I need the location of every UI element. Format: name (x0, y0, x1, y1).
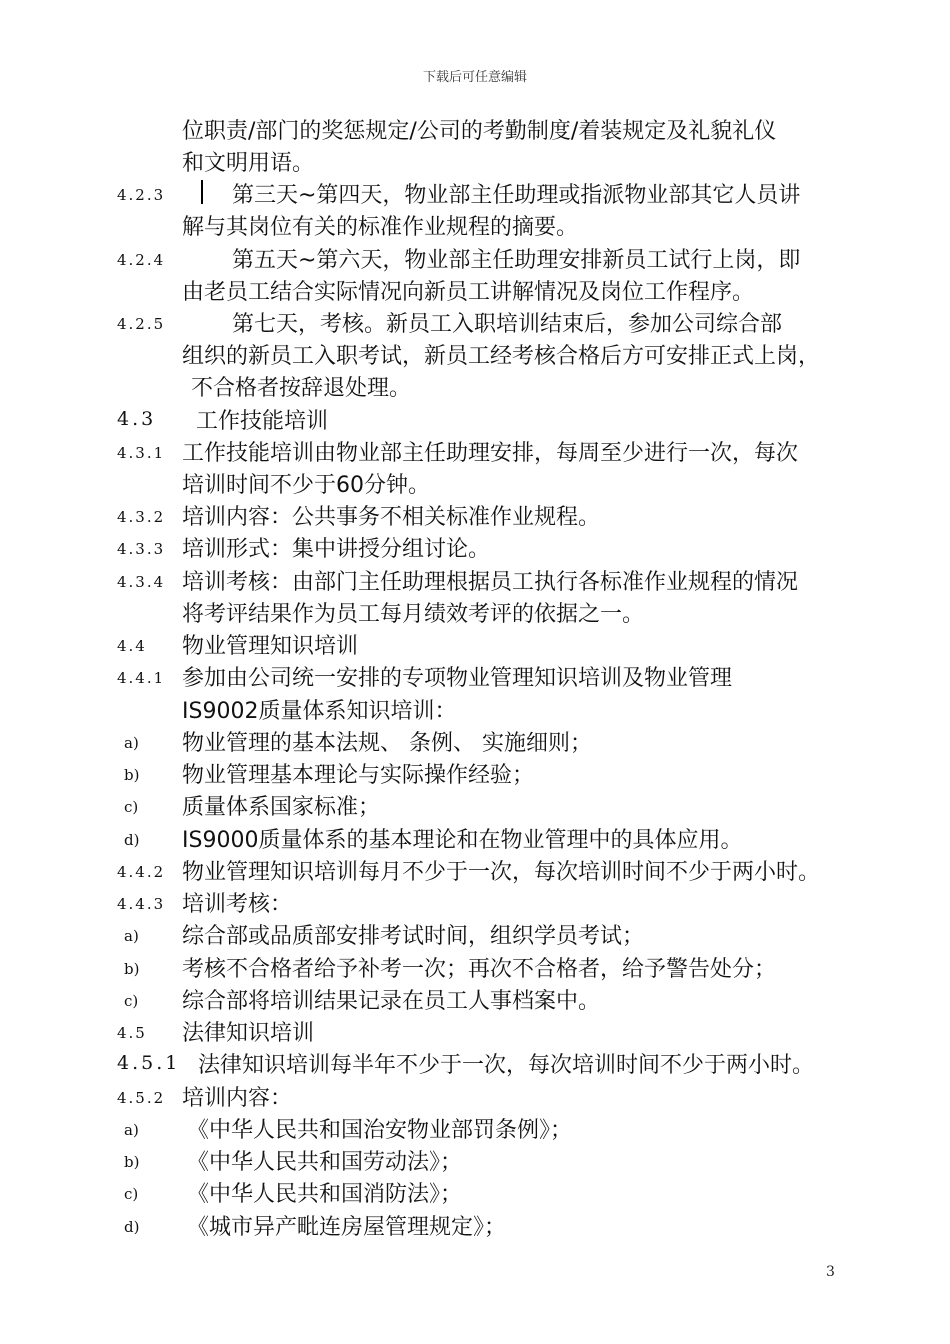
line-text: 由老员工结合实际情况向新员工讲解情况及岗位工作程序。 (182, 280, 755, 305)
line-text: 《中华人民共和国消防法》； (187, 1182, 463, 1207)
section-number: 4.2.3 (117, 186, 166, 204)
list-marker: b) (124, 960, 140, 978)
document-line (0, 760, 950, 792)
section-number: 4.3 (117, 408, 157, 430)
list-marker: d) (124, 1218, 140, 1236)
document-line (0, 245, 950, 277)
line-text: 位职责/部门的奖惩规定/公司的考勤制度/着装规定及礼貌礼仪 (182, 119, 777, 144)
section-number: 4.3.4 (117, 573, 166, 591)
line-text: 组织的新员工入职考试，新员工经考核合格后方可安排正式上岗， (182, 344, 821, 369)
line-text: 综合部或品质部安排考试时间，组织学员考试； (182, 924, 645, 949)
list-marker: c) (124, 1185, 139, 1203)
line-text: 第三天~第四天，物业部主任助理或指派物业部其它人员讲 (232, 183, 801, 208)
line-text: 物业管理知识培训 (182, 634, 359, 659)
document-line (0, 534, 950, 566)
line-text: 物业管理基本理论与实际操作经验； (182, 763, 535, 788)
line-text: 培训形式：集中讲授分组讨论。 (182, 537, 491, 562)
document-line (0, 180, 950, 212)
line-text: 解与其岗位有关的标准作业规程的摘要。 (182, 215, 579, 240)
document-line (0, 663, 950, 695)
document-line (0, 954, 950, 986)
list-marker: a) (124, 927, 139, 945)
list-marker: d) (124, 831, 140, 849)
document-line (0, 921, 950, 953)
document-line (0, 1147, 950, 1179)
document-line (0, 857, 950, 889)
line-text: IS9002质量体系知识培训： (182, 699, 457, 724)
line-text: 和文明用语。 (182, 151, 315, 176)
document-line (0, 1018, 950, 1050)
line-text: 《城市异产毗连房屋管理规定》； (187, 1215, 507, 1240)
section-number: 4.3.3 (117, 540, 166, 558)
line-text: 物业管理的基本法规、 条例、 实施细则； (182, 731, 592, 756)
page-number: 3 (826, 1264, 835, 1280)
line-text: 参加由公司统一安排的专项物业管理知识培训及物业管理 (182, 666, 733, 691)
list-marker: b) (124, 766, 140, 784)
document-line (0, 825, 950, 857)
page-header: 下载后可任意编辑 (422, 70, 527, 85)
section-number: 4.4.3 (117, 895, 166, 913)
document-line (0, 438, 950, 470)
document-line (0, 502, 950, 534)
document-line (0, 889, 950, 921)
line-text: 《中华人民共和国治安物业部罚条例》； (187, 1118, 573, 1143)
document-line (0, 373, 950, 405)
section-number: 4.3.2 (117, 508, 166, 526)
line-text: 培训内容：公共事务不相关标准作业规程。 (182, 505, 601, 530)
section-number: 4.2.4 (117, 251, 166, 269)
section-number: 4.5 (117, 1024, 147, 1042)
section-number: 4.4.1 (117, 669, 166, 687)
line-text: 法律知识培训 (182, 1021, 315, 1046)
document-line (0, 1179, 950, 1211)
list-marker: b) (124, 1153, 140, 1171)
document-line (0, 1050, 950, 1082)
line-text: 培训考核：由部门主任助理根据员工执行各标准作业规程的情况 (182, 570, 799, 595)
document-line (0, 116, 950, 148)
section-number: 4.5.2 (117, 1089, 166, 1107)
document-line (0, 1083, 950, 1115)
document-line (0, 728, 950, 760)
line-text: 综合部将培训结果记录在员工人事档案中。 (182, 989, 601, 1014)
line-text: 工作技能培训 (196, 409, 329, 434)
section-number: 4.3.1 (117, 444, 166, 462)
line-text: 第七天，考核。新员工入职培训结束后，参加公司综合部 (232, 312, 783, 337)
line-text: 考核不合格者给予补考一次；再次不合格者，给予警告处分； (182, 957, 777, 982)
section-number: 4.2.5 (117, 315, 166, 333)
line-text: 物业管理知识培训每月不少于一次，每次培训时间不少于两小时。 (182, 860, 821, 885)
document-line (0, 406, 950, 438)
document-line (0, 567, 950, 599)
text-cursor (201, 180, 203, 204)
line-text: IS9000质量体系的基本理论和在物业管理中的具体应用。 (182, 828, 743, 853)
line-text: 培训内容： (182, 1086, 293, 1111)
section-number: 4.4.2 (117, 863, 166, 881)
list-marker: c) (124, 798, 139, 816)
line-text: 工作技能培训由物业部主任助理安排，每周至少进行一次，每次 (182, 441, 799, 466)
list-marker: a) (124, 734, 139, 752)
document-line (0, 148, 950, 180)
line-text: 《中华人民共和国劳动法》； (187, 1150, 463, 1175)
document-line (0, 309, 950, 341)
line-text: 质量体系国家标准； (182, 795, 381, 820)
line-text: 培训考核： (182, 892, 293, 917)
document-line (0, 341, 950, 373)
line-text: 第五天~第六天，物业部主任助理安排新员工试行上岗，即 (232, 248, 801, 273)
list-marker: a) (124, 1121, 139, 1139)
document-line (0, 631, 950, 663)
document-line (0, 470, 950, 502)
document-line (0, 1115, 950, 1147)
document-line (0, 277, 950, 309)
line-text: 将考评结果作为员工每月绩效考评的依据之一。 (182, 602, 645, 627)
document-line (0, 599, 950, 631)
document-line (0, 792, 950, 824)
document-line (0, 212, 950, 244)
document-line (0, 986, 950, 1018)
document-line (0, 1212, 950, 1244)
list-marker: c) (124, 992, 139, 1010)
line-text: 培训时间不少于60分钟。 (182, 473, 430, 498)
section-number: 4.4 (117, 637, 147, 655)
line-text: 法律知识培训每半年不少于一次，每次培训时间不少于两小时。 (198, 1053, 815, 1078)
section-number: 4.5.1 (117, 1052, 181, 1074)
document-line (0, 696, 950, 728)
line-text: 不合格者按辞退处理。 (191, 376, 412, 401)
